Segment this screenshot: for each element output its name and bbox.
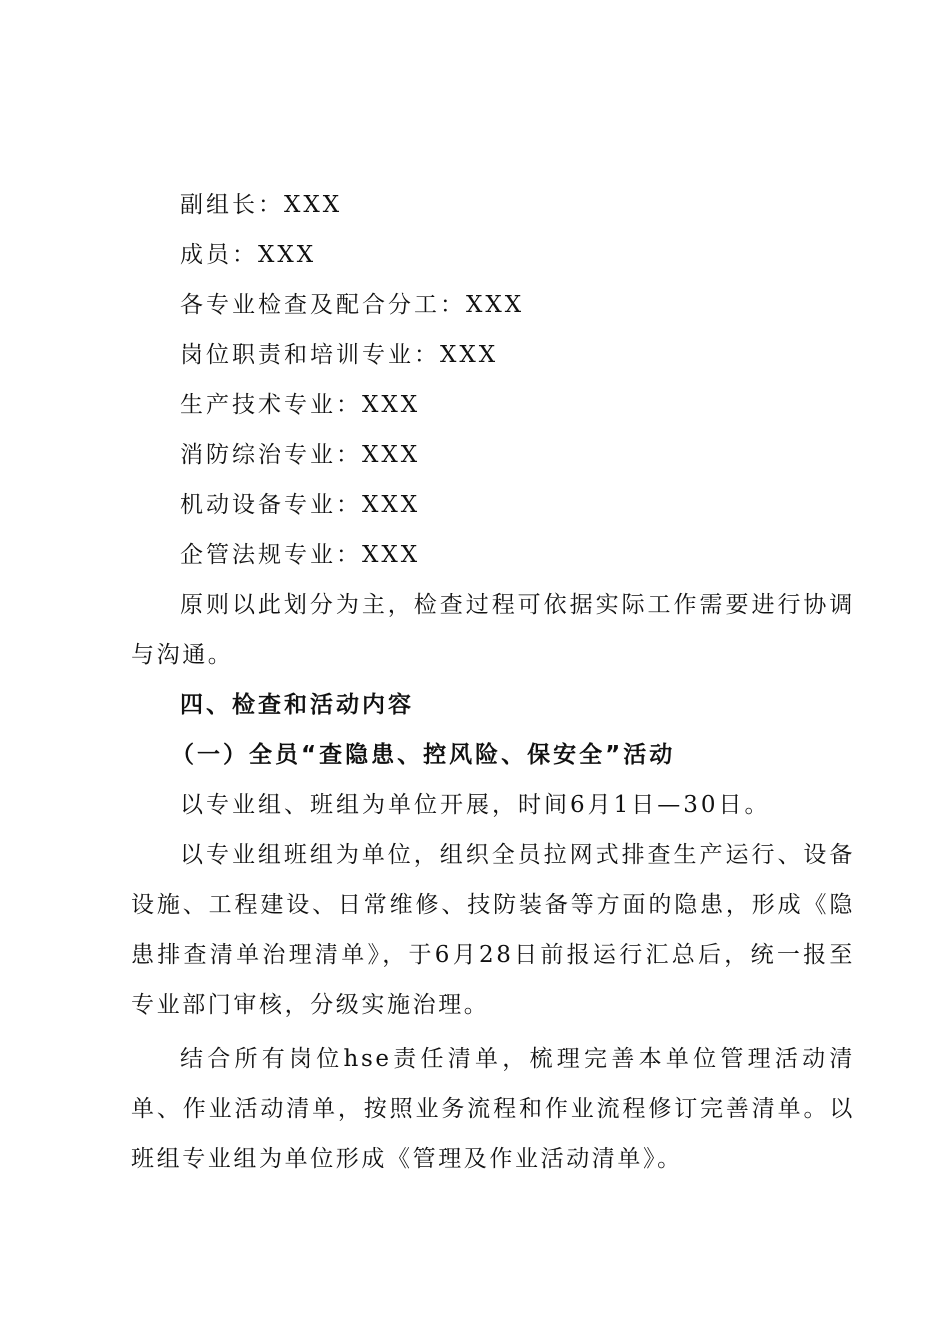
roster-value: XXX <box>284 192 343 218</box>
roster-value: XXX <box>258 242 317 268</box>
roster-line-production-tech <box>131 380 855 430</box>
roster-line-mechanical <box>131 480 855 530</box>
roster-value: XXX <box>466 292 525 318</box>
roster-label: 岗位职责和培训专业： <box>180 342 440 368</box>
document-body <box>131 180 855 1184</box>
roster-label: 生产技术专业： <box>180 392 362 418</box>
roster-line-duty-training <box>131 330 855 380</box>
roster-label: 副组长： <box>180 192 284 218</box>
section-heading: 四、检查和活动内容 <box>180 692 414 718</box>
roster-value: XXX <box>362 492 421 518</box>
activity-list-paragraph: 结合所有岗位hse责任清单，梳理完善本单位管理活动清单、作业活动清单，按照业务流程和作业流程修订完善清单。以班组专业组为单位形成《管理及作业活动清单》。 <box>131 1046 855 1172</box>
roster-line-deputy-leader <box>131 180 855 230</box>
roster-line-fire-security <box>131 430 855 480</box>
roster-value: XXX <box>362 442 421 468</box>
roster-value: XXX <box>362 392 421 418</box>
hazard-investigation-paragraph: 以专业组班组为单位，组织全员拉网式排查生产运行、设备设施、工程建设、日常维修、技防装备等方面的隐患，形成《隐患排查清单治理清单》，于6月28日前报运行汇总后，统一报至专业部门审核，分级实施治理。 <box>131 842 855 1018</box>
roster-label: 消防综治专业： <box>180 442 362 468</box>
roster-label: 机动设备专业： <box>180 492 362 518</box>
roster-line-members <box>131 230 855 280</box>
activity-time-line: 以专业组、班组为单位开展，时间6月1日—30日。 <box>180 792 771 818</box>
roster-value: XXX <box>440 342 499 368</box>
principle-paragraph: 原则以此划分为主，检查过程可依据实际工作需要进行协调与沟通。 <box>131 592 855 668</box>
roster-value: XXX <box>362 542 421 568</box>
roster-label: 各专业检查及配合分工： <box>180 292 466 318</box>
roster-line-management-law <box>131 530 855 580</box>
roster-line-division <box>131 280 855 330</box>
subsection-heading: （一）全员“查隐患、控风险、保安全”活动 <box>171 742 676 768</box>
roster-label: 企管法规专业： <box>180 542 362 568</box>
roster-label: 成员： <box>180 242 258 268</box>
